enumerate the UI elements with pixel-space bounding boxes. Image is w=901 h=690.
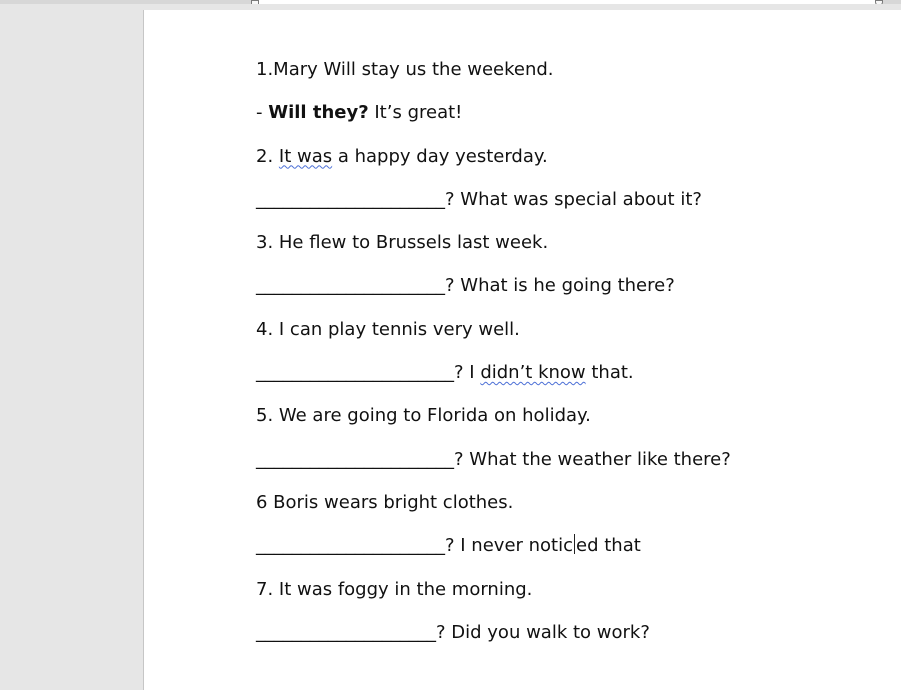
bold-question: Will they? [268, 102, 369, 124]
ruler-text-area [255, 0, 881, 4]
sentence-5[interactable]: 5. We are going to Florida on holiday. [256, 405, 591, 427]
document-page[interactable] [144, 10, 901, 690]
right-indent-marker[interactable] [875, 0, 883, 4]
answer-3[interactable]: _____________________? What is he going there? [256, 275, 675, 297]
sentence-2[interactable]: 2. It was a happy day yesterday. [256, 145, 548, 167]
answer-blank: ______________________ [256, 362, 454, 384]
sentence-3[interactable]: 3. He flew to Brussels last week. [256, 232, 549, 254]
answer-7[interactable]: ____________________? Did you walk to work? [256, 621, 650, 643]
answer-4[interactable]: ______________________? I didn’t know that. [256, 362, 634, 384]
grammar-flag[interactable]: didn’t know [480, 362, 586, 384]
answer-blank: _____________________ [256, 275, 445, 297]
sentence-7[interactable]: 7. It was foggy in the morning. [256, 578, 533, 600]
answer-blank: ____________________ [256, 621, 436, 643]
document-body[interactable] [256, 56, 876, 662]
answer-blank: _____________________ [256, 188, 445, 210]
left-indent-marker[interactable] [251, 0, 259, 4]
text-cursor [574, 534, 575, 554]
sentence-4[interactable]: 4. I can play tennis very well. [256, 318, 520, 340]
horizontal-ruler[interactable] [0, 0, 901, 4]
answer-5[interactable]: ______________________? What the weather like there? [256, 448, 731, 470]
sentence-6[interactable]: 6 Boris wears bright clothes. [256, 491, 514, 513]
sentence-1[interactable]: 1.Mary Will stay us the weekend. [256, 59, 554, 80]
answer-blank: _____________________ [256, 535, 445, 557]
answer-1[interactable]: - Will they? It’s great! [256, 102, 463, 124]
answer-blank: ______________________ [256, 448, 454, 470]
answer-6[interactable]: _____________________? I never notic ed that [256, 535, 641, 557]
answer-2[interactable]: _____________________? What was special about it? [256, 188, 702, 210]
grammar-flag[interactable]: It was [278, 145, 333, 167]
